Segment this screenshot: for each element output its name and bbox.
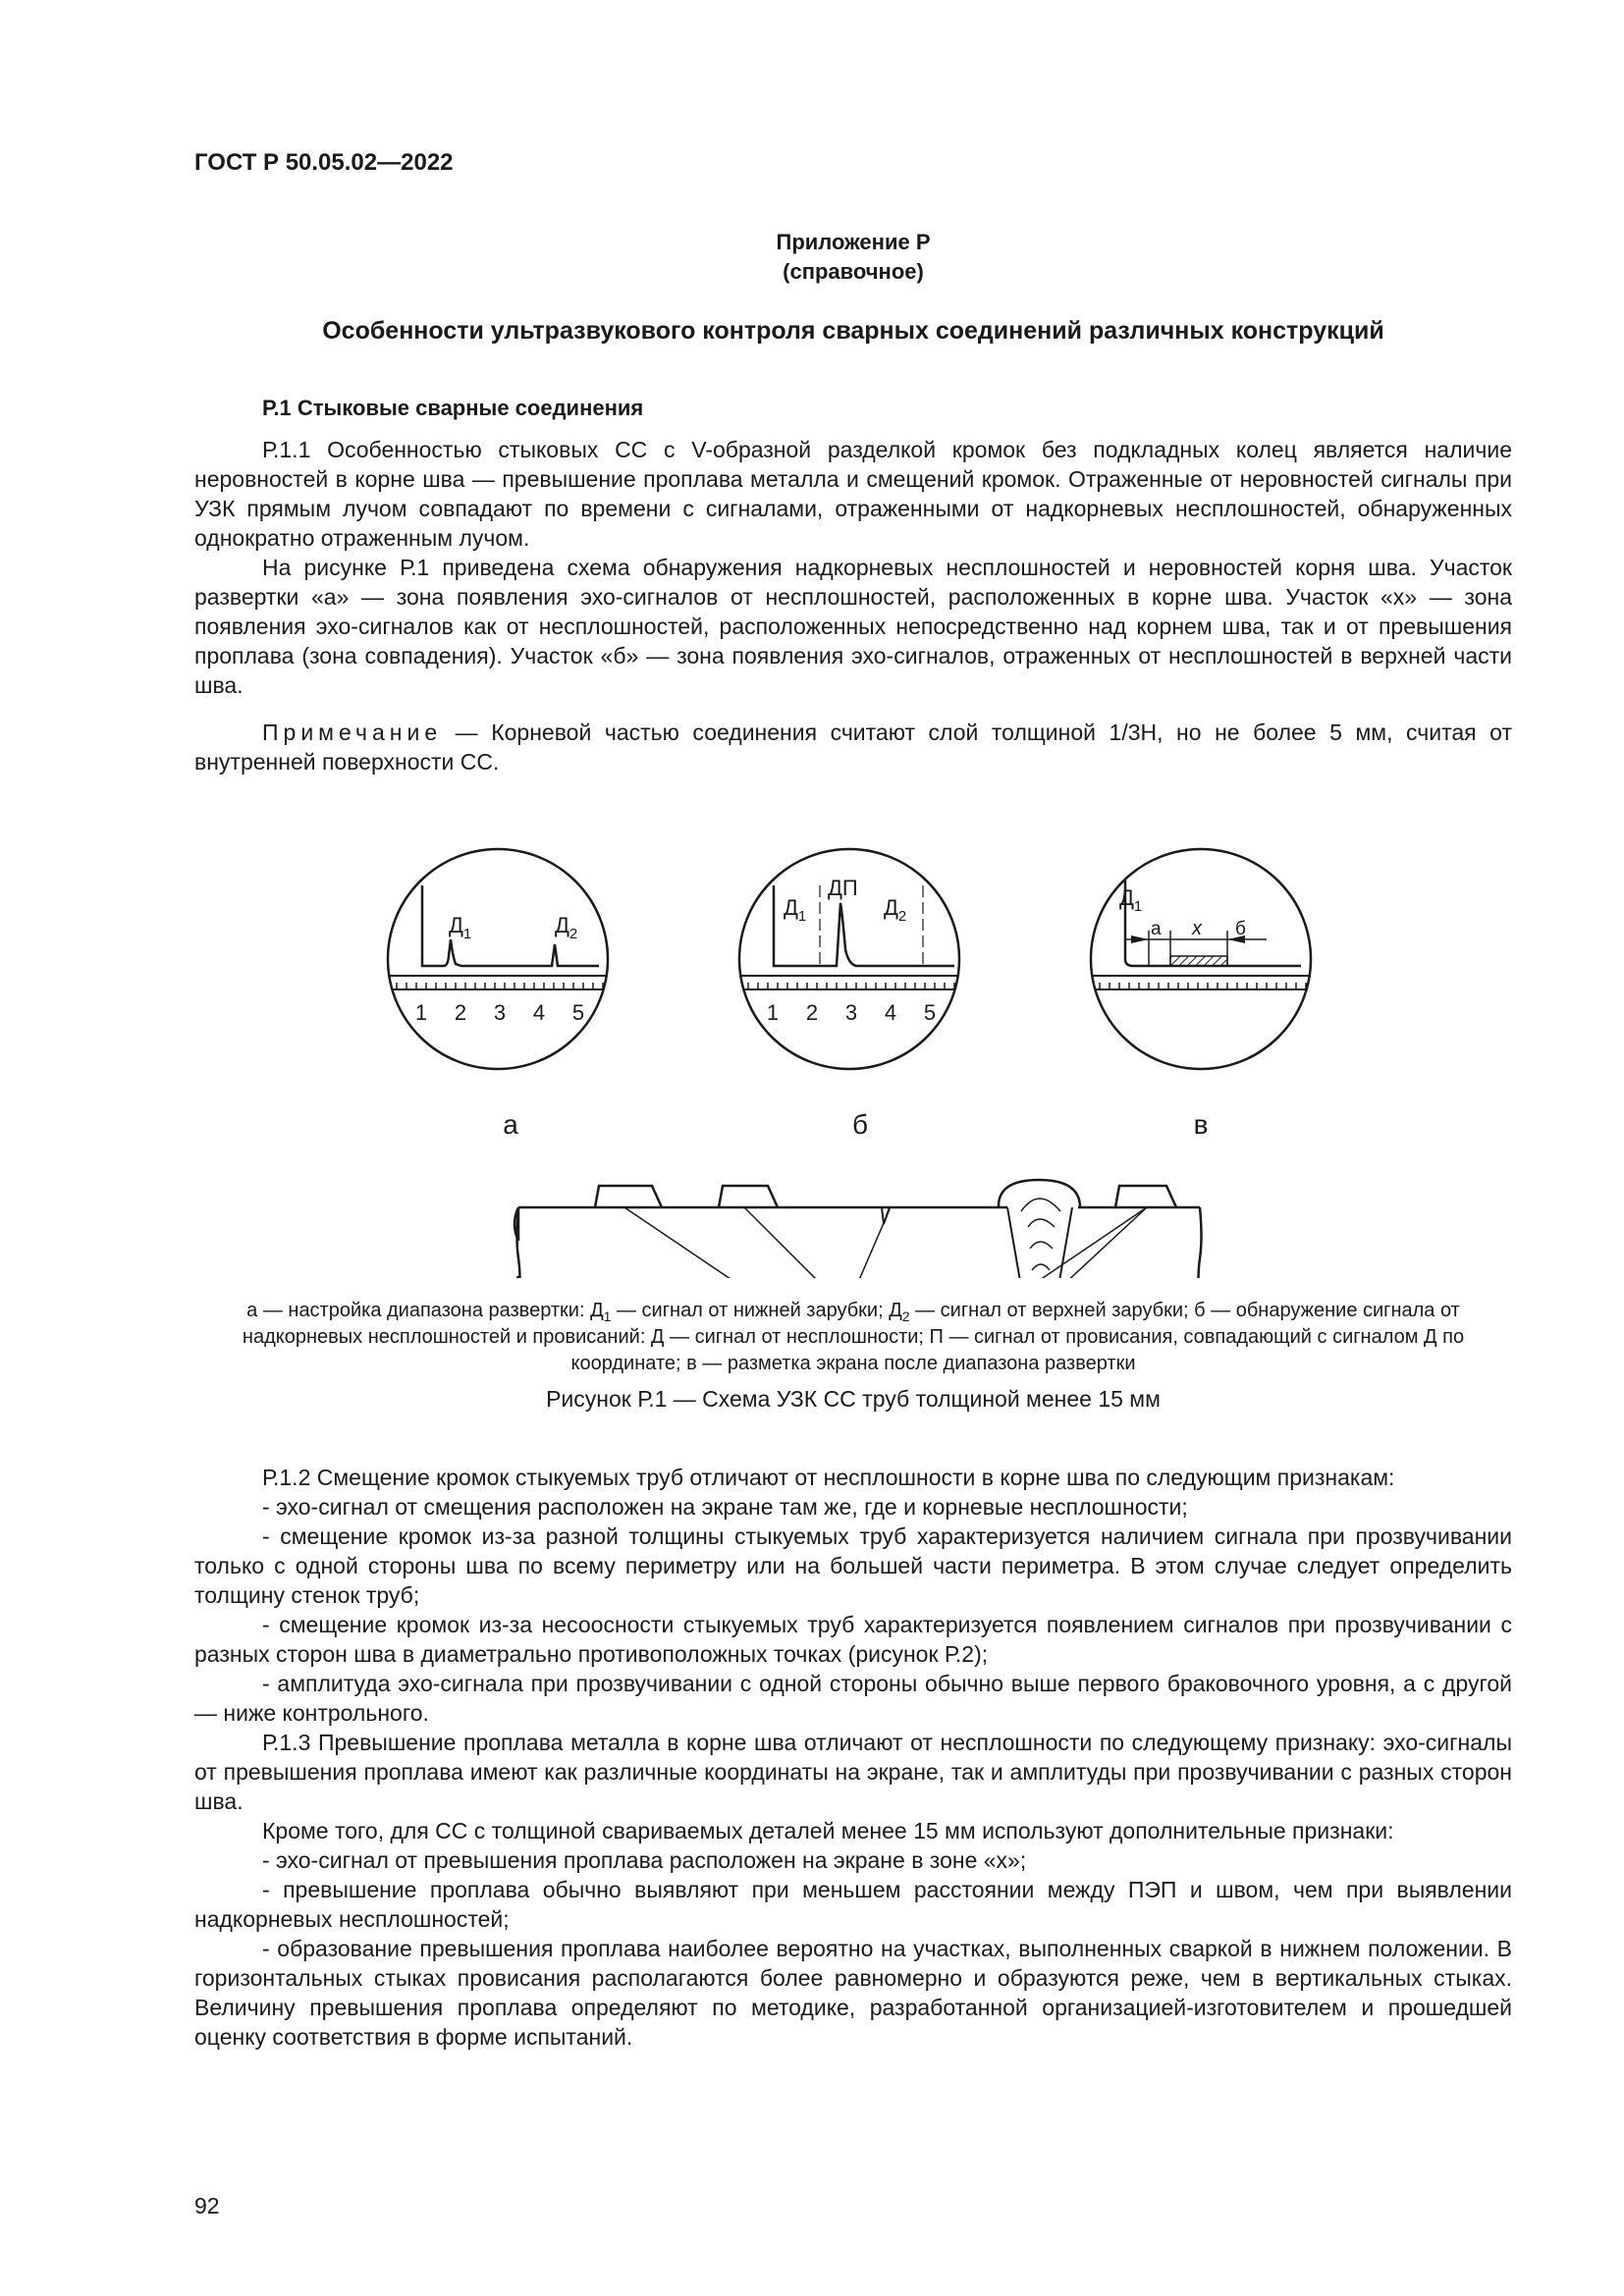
svg-text:Д1 <box>784 895 806 925</box>
signal-sub: 1 <box>1133 898 1143 915</box>
paragraph: Кроме того, для СС с толщиной свариваемых деталей менее 15 мм используют дополнительные признаки: <box>262 1818 1394 1843</box>
screen-panel-c <box>1090 849 1316 1069</box>
figure-p1 <box>373 846 1335 1278</box>
main-title: Особенности ультразвукового контроля сварных соединений различных конструкций <box>322 317 1384 345</box>
scale-number: 4 <box>532 1000 546 1025</box>
list-item: - эхо-сигнал от смещения расположен на экране там же, где и корневые несплошности; <box>262 1494 1188 1520</box>
caption-sub: 2 <box>901 1308 910 1324</box>
paragraph: Р.1.1 Особенностью стыковых СС с V-образной разделкой кромок без подкладных колец является наличие неровностей в корне шва — превышение проплава металла и смещений кромок. Отраженные от неровностей сигналы при УЗК прямым лучом совпадают по времени с сигналами, отраженными от надкорневых несплошностей, обнаруженных однократно отраженным лучом. <box>194 437 1512 551</box>
panel-label-a: а <box>503 1109 518 1140</box>
scale-number: 3 <box>493 1000 507 1025</box>
caption-text: — сигнал от верхней зарубки; б — обнаружение сигнала от надкорневых несплошностей и провисаний: Д — сигнал от несплошности; П — сигнал от провисания, совпадающий с сигналом Д по координате; в — разметка экрана после диапазона развертки <box>242 1300 1465 1374</box>
scale-number: 5 <box>923 1000 937 1025</box>
list-item: - превышение проплава обычно выявляют при меньшем расстоянии между ПЭП и швом, чем при выявлении надкорневых несплошностей; <box>194 1877 1512 1932</box>
svg-text:Д2 <box>555 913 577 942</box>
signal-sub: 1 <box>797 908 807 925</box>
list-item: - эхо-сигнал от превышения проплава расположен на экране в зоне «х»; <box>262 1847 1027 1873</box>
signal-sub: 2 <box>897 908 907 925</box>
zone-x-label: x <box>1192 918 1202 939</box>
paragraph: Р.1.2 Смещение кромок стыкуемых труб отличают от несплошности в корне шва по следующим признакам: <box>262 1465 1395 1490</box>
coincidence-zone <box>1170 956 1227 966</box>
note-text: — Корневой частью соединения считают слой толщиной 1/3Н, но не более 5 мм, считая от внутренней поверхности СС. <box>194 720 1512 774</box>
signal-label-d2: Д <box>555 913 569 937</box>
top-text <box>194 435 1512 776</box>
zone-b-label: б <box>1235 919 1246 939</box>
list-item: - смещение кромок из-за несоосности стыкуемых труб характеризуется появлением сигналов при прозвучивании с разных сторон шва в диаметрально противоположных точках (рисунок Р.2); <box>194 1612 1512 1667</box>
panel-label-b: б <box>851 1109 869 1140</box>
panel-label-c: в <box>1193 1109 1209 1140</box>
appendix-title <box>194 228 1512 287</box>
appendix-name: Приложение Р <box>776 230 931 254</box>
svg-text:Д1 <box>449 913 471 942</box>
scale-number: 4 <box>884 1000 897 1025</box>
list-item: - смещение кромок из-за разной толщины стыкуемых труб характеризуется наличием сигнала при прозвучивании только с одной стороны шва по всему периметру или на большей части периметра. В этом случае следует определить толщину стенок труб; <box>194 1523 1512 1608</box>
svg-text:Д1 <box>1119 885 1142 915</box>
signal-label-d1: Д <box>784 895 798 920</box>
signal-label-dp: ДП <box>828 876 858 900</box>
signal-label-d1: Д <box>449 913 463 937</box>
document-code: ГОСТ Р 50.05.02—2022 <box>194 149 454 176</box>
appendix-subtitle: (справочное) <box>783 259 924 284</box>
signal-sub: 1 <box>462 926 472 942</box>
figure-title: Рисунок Р.1 — Схема УЗК СС труб толщиной менее 15 мм <box>546 1386 1161 1412</box>
scale-number: 1 <box>766 1000 780 1025</box>
bottom-text <box>194 1463 1512 2052</box>
list-item: - амплитуда эхо-сигнала при прозвучивании с одной стороны обычно выше первого браковочного уровня, а с другой — ниже контрольного. <box>194 1671 1512 1726</box>
pipe-section <box>514 1180 1202 1278</box>
scale-number: 3 <box>844 1000 858 1025</box>
scale-number: 5 <box>571 1000 585 1025</box>
signal-label-d2: Д <box>884 895 898 920</box>
scale-number: 2 <box>454 1000 467 1025</box>
list-item: - образование превышения проплава наиболее вероятно на участках, выполненных сваркой в нижнем положении. В горизонтальных стыках провисания располагаются более равномерно и образуются реже, чем в вертикальных стыках. Величину превышения проплава определяют по методике, разработанной организацией-изготовителем и прошедшей оценку соответствия в форме испытаний. <box>194 1936 1512 2050</box>
note-label: Примечание <box>262 720 443 745</box>
section-heading: Р.1 Стыковые сварные соединения <box>262 396 644 420</box>
screen-panel-b <box>738 849 964 1069</box>
caption-text: а — настройка диапазона развертки: Д <box>246 1300 604 1321</box>
paragraph: На рисунке Р.1 приведена схема обнаружения надкорневых несплошностей и неровностей корня шва. Участок развертки «а» — зона появления эхо-сигналов от несплошностей, расположенных в корне шва. Участок «х» — зона появления эхо-сигналов как от несплошностей, расположенных непосредственно над корнем шва, так и от превышения проплава (зона совпадения). Участок «б» — зона появления эхо-сигналов, отраженных от несплошностей в верхней части шва. <box>194 555 1512 698</box>
svg-text:Д2 <box>884 895 906 925</box>
signal-trace-b <box>774 885 954 966</box>
scale-number: 1 <box>414 1000 428 1025</box>
zone-a-label: а <box>1151 919 1162 939</box>
caption-text: — сигнал от нижней зарубки; Д <box>611 1300 902 1321</box>
note <box>194 718 1512 776</box>
screen-panel-a <box>387 849 613 1069</box>
signal-label-d1: Д <box>1119 885 1134 910</box>
page-number: 92 <box>194 2193 220 2218</box>
caption-sub: 1 <box>603 1308 612 1324</box>
signal-sub: 2 <box>568 926 578 942</box>
scale-number: 2 <box>805 1000 819 1025</box>
figure-caption <box>194 1298 1512 1377</box>
paragraph: Р.1.3 Превышение проплава металла в корне шва отличают от несплошности по следующему признаку: эхо-сигналы от превышения проплава имеют как различные координаты на экране, так и амплитуды при прозвучивании с разных сторон шва. <box>194 1730 1512 1814</box>
